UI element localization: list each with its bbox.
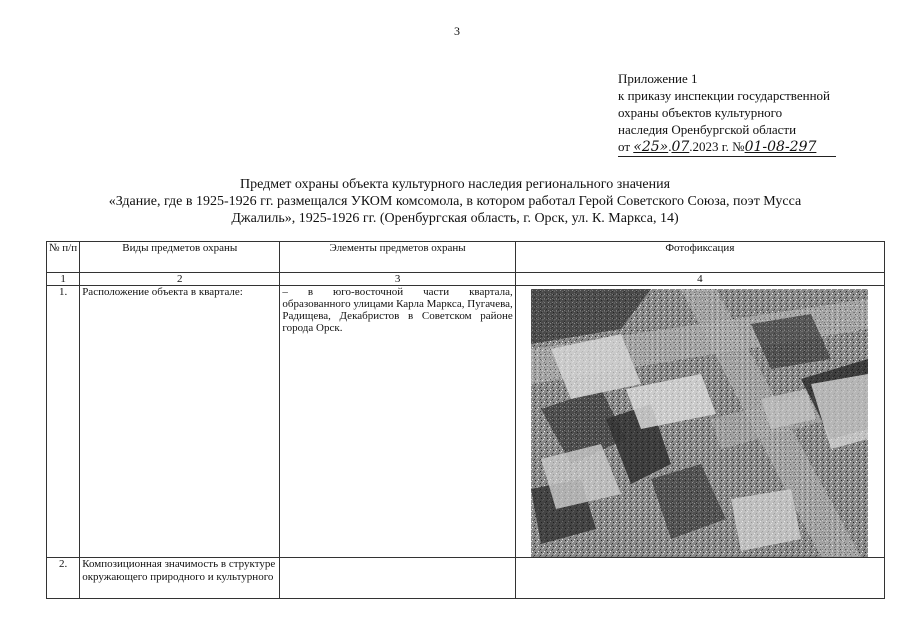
order-number: 01-08-297 [744,139,817,155]
number-prefix: № [732,139,745,154]
title-line-3: Джалиль», 1925-1926 гг. (Оренбургская область, г. Орск, ул. К. Маркса, 14) [231,211,679,226]
header-types: Виды предметов охраны [80,242,280,273]
header-elements: Элементы предметов охраны [280,242,515,273]
row-number: 2. [47,558,80,599]
appendix-line-3: охраны объектов культурного [618,105,783,120]
row-elements: – в юго-восточной части квартала, образованного улицами Карла Маркса, Пугачева, Радищева, Декабристов в Советском районе города Орск. [280,286,515,558]
date-year: 2023 г. [692,139,729,154]
column-number: 2 [80,273,280,286]
date-month: 07 [671,139,690,155]
page-number: 3 [454,24,460,38]
title-line-1: Предмет охраны объекта культурного наследия регионального значения [239,177,671,192]
appendix-line-1: Приложение 1 [618,71,698,86]
appendix-block [618,70,836,157]
order-date-line: от «25».07.2023 г. №01-08-297 [618,138,836,157]
table-row [47,558,885,599]
row-type: Композиционная значимость в структуре окружающего природного и культурного [80,558,280,599]
row-photo-cell [515,558,884,599]
header-number: № п/п [47,242,80,273]
appendix-line-2: к приказу инспекции государственной [618,88,830,103]
appendix-line-4: наследия Оренбургской области [618,122,797,137]
protection-subject-table [46,241,885,599]
column-number-row [47,273,885,286]
aerial-photo [531,289,868,557]
column-number: 3 [280,273,515,286]
row-number: 1. [47,286,80,558]
date-day: «25» [633,139,669,155]
row-photo-cell [515,286,884,558]
column-number: 4 [515,273,884,286]
row-elements [280,558,515,599]
header-photo: Фотофиксация [515,242,884,273]
table-header-row [47,242,885,273]
row-type: Расположение объекта в квартале: [80,286,280,558]
date-prefix: от [618,139,634,154]
table-row [47,286,885,558]
column-number: 1 [47,273,80,286]
title-line-2: «Здание, где в 1925-1926 гг. размещался УКОМ комсомола, в котором работал Герой Советского Союза, поэт Мусса [108,194,802,209]
document-title [40,176,870,227]
